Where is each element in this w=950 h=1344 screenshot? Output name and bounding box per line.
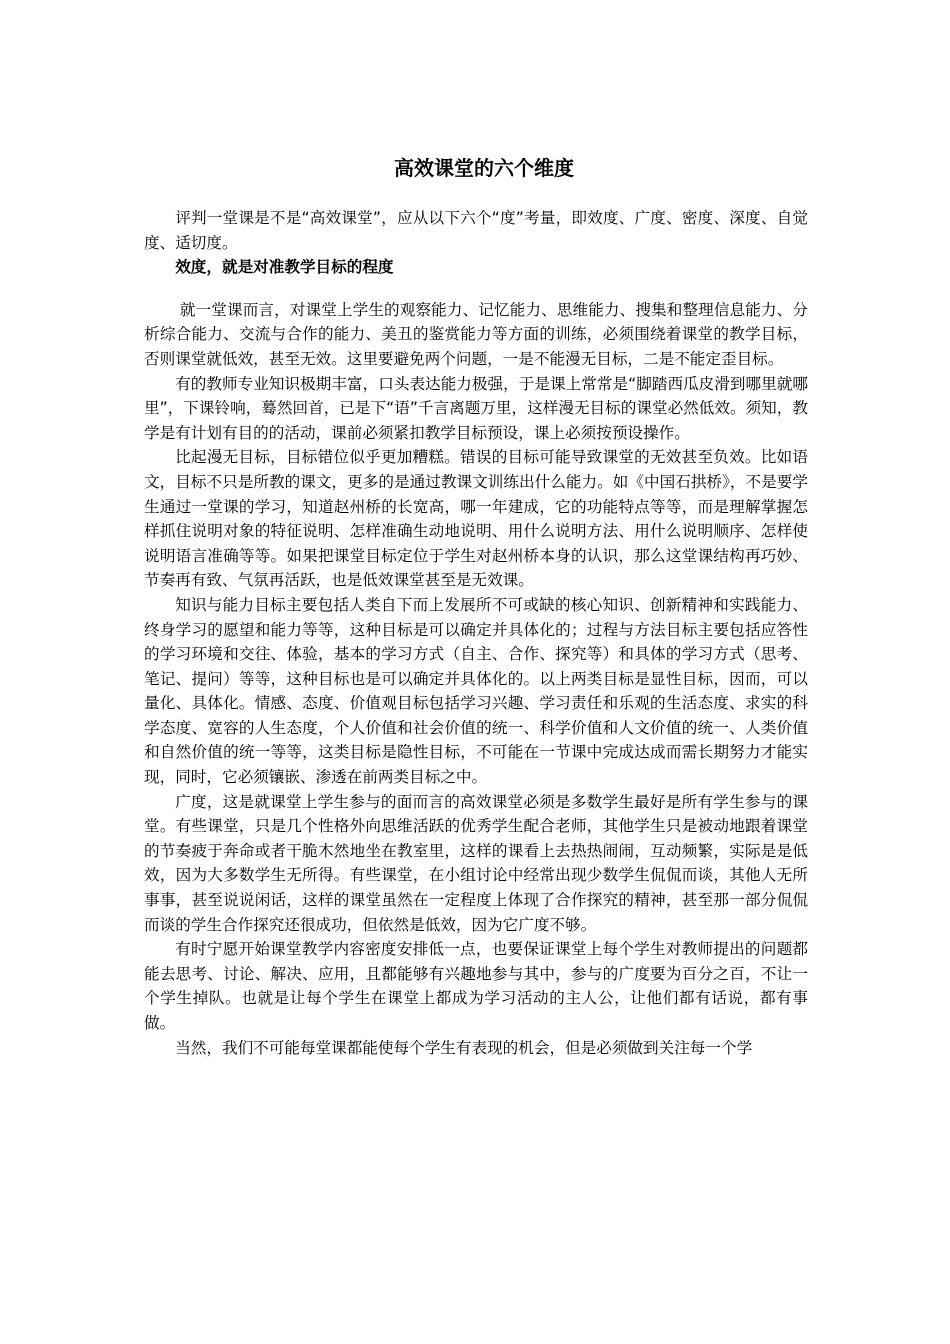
body-paragraph: 有的教师专业知识极期丰富，口头表达能力极强，于是课上常常是“脚踏西瓜皮滑到哪里就哪里”，下课铃响，蓦然回首，已是下“语”千言离题万里，这样漫无目标的课堂必然低效。须知，教学是有计划有目的的活动，课前必须紧扣教学目标预设，课上必须按预设操作。 — [144, 374, 808, 442]
section-heading-efficacy: 效度，就是对准教学目标的程度 — [175, 258, 394, 277]
body-paragraph: 就一堂课而言，对课堂上学生的观察能力、记忆能力、思维能力、搜集和整理信息能力、分析综合能力、交流与合作的能力、美丑的鉴赏能力等方面的训练，必须围绕着课堂的教学目标，否则课堂就低效，甚至无效。这里要避免两个问题，一是不能漫无目标，二是不能定歪目标。 — [144, 300, 808, 368]
body-paragraph: 比起漫无目标，目标错位似乎更加糟糕。错误的目标可能导致课堂的无效甚至负效。比如语文，目标不只是所教的课文，更多的是通过教课文训练出什么能力。如《中国石拱桥》，不是要学生通过一堂课的学习，知道赵州桥的长宽高，哪一年建成，它的功能特点等等，而是理解掌握怎样抓住说明对象的特征说明、怎样准确生动地说明、用什么说明方法、用什么说明顺序、怎样使说明语言准确等等。如果把课堂目标定位于学生对赵州桥本身的认识，那么这堂课结构再巧妙、节奏再有致、气氛再活跃，也是低效课堂甚至是无效课。 — [144, 448, 808, 590]
body-paragraph: 有时宁愿开始课堂教学内容密度安排低一点，也要保证课堂上每个学生对教师提出的问题都能去思考、讨论、解决、应用，且都能够有兴趣地参与其中，参与的广度要为百分之百，不让一个学生掉队。也就是让每个学生在课堂上都成为学习活动的主人公，让他们都有话说，都有事做。 — [144, 940, 808, 1032]
intro-paragraph: 评判一堂课是不是“高效课堂”，应从以下六个“度”考量，即效度、广度、密度、深度、自觉度、适切度。 — [144, 209, 808, 252]
body-paragraph: 当然，我们不可能每堂课都能使每个学生有表现的机会，但是必须做到关注每一个学 — [175, 1038, 753, 1057]
body-paragraph: 广度，这是就课堂上学生参与的面而言的高效课堂必须是多数学生最好是所有学生参与的课堂。有些课堂，只是几个性格外向思维活跃的优秀学生配合老师，其他学生只是被动地跟着课堂的节奏疲于奔命或者干脆木然地坐在教室里，这样的课看上去热热闹闹，互动频繁，实际是是低效，因为大多数学生无所得。有些课堂，在小组讨论中经常出现少数学生侃侃而谈，其他人无所事事，甚至说说闲话，这样的课堂虽然在一定程度上体现了合作探究的精神，甚至那一部分侃侃而谈的学生合作探究还很成功，但依然是低效，因为它广度不够。 — [144, 792, 808, 934]
paragraph-gap — [144, 280, 808, 298]
body-paragraph: 知识与能力目标主要包括人类自下而上发展所不可或缺的核心知识、创新精神和实践能力、终身学习的愿望和能力等等，这种目标是可以确定并具体化的；过程与方法目标主要包括应答性的学习环境和交往、体验，基本的学习方式（自主、合作、探究等）和具体的学习方式（思考、笔记、提问）等等，这种目标也是可以确定并具体化的。以上两类目标是显性目标，因而，可以量化、具体化。情感、态度、价值观目标包括学习兴趣、学习责任和乐观的生活态度、求实的科学态度、宽容的人生态度，个人价值和社会价值的统一、科学价值和人文价值的统一、人类价值和自然价值的统一等等，这类目标是隐性目标，不可能在一节课中完成达成而需长期努力才能实现，同时，它必须镶嵌、渗透在前两类目标之中。 — [144, 595, 808, 787]
document-title: 高效课堂的六个维度 — [394, 156, 574, 180]
document-body — [144, 206, 808, 1060]
